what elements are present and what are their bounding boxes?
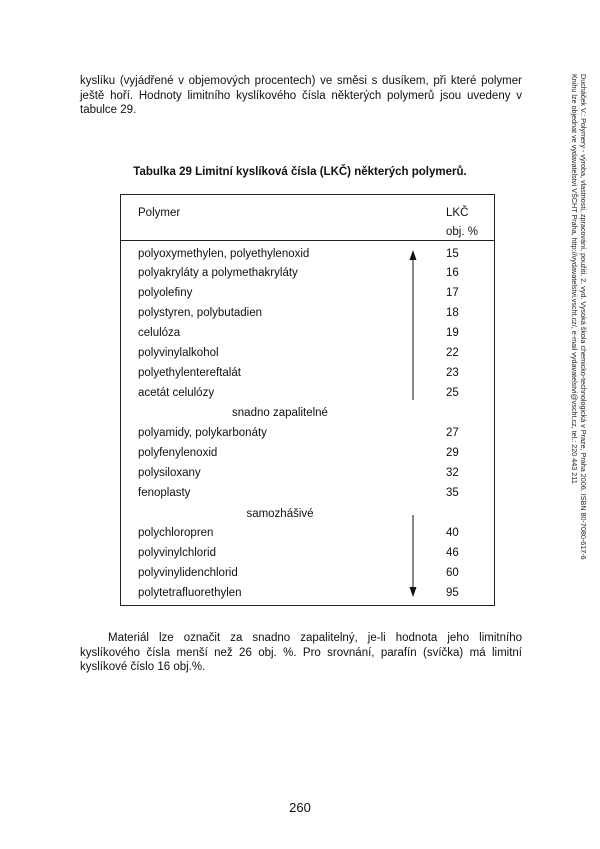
row-value: 23	[446, 367, 459, 379]
row-value: 25	[446, 387, 459, 399]
outro-paragraph: Materiál lze označit za snadno zapalitelný, je-li hodnota jeho limitního kyslíkového čísla menší než 26 obj. %. Pro srovnání, parafín (svíčka) má limitní kyslíkové číslo 16 obj.%.	[80, 632, 522, 674]
group-label-easily-flammable: snadno zapalitelné	[232, 407, 328, 419]
row-name: polychloropren	[138, 527, 214, 539]
row-value: 40	[446, 527, 459, 539]
row-value: 46	[446, 547, 459, 559]
table-caption: Tabulka 29 Limitní kyslíková čísla (LKČ) některých polymerů.	[133, 166, 467, 178]
row-value: 17	[446, 287, 459, 299]
row-name: polyethylentereftalát	[138, 367, 241, 379]
row-value: 22	[446, 347, 459, 359]
row-value: 60	[446, 567, 459, 579]
row-name: polyfenylenoxid	[138, 447, 218, 459]
row-value: 15	[446, 248, 459, 260]
row-name: fenoplasty	[138, 487, 191, 499]
row-value: 16	[446, 267, 459, 279]
row-value: 95	[446, 587, 459, 599]
intro-paragraph: kyslíku (vyjádřené v objemových procentech) ve směsi s dusíkem, při které polymer ještě hoří. Hodnoty limitního kyslíkového čísla některých polymerů jsou uvedeny v tabulce 29.	[80, 75, 522, 117]
side-citation-line2: Knihu lze objednat ve vydavatelství VŠCHT Praha, http://vydavatelstvi.vscht.cz/, e-mail vydavatelstvi@vscht.cz, tel.: 220 443 211	[570, 74, 579, 484]
row-value: 29	[446, 447, 459, 459]
row-name: polyvinylalkohol	[138, 347, 219, 359]
row-name: acetát celulózy	[138, 387, 215, 399]
row-name: polyolefiny	[138, 287, 193, 299]
header-unit: obj. %	[446, 226, 478, 238]
row-value: 19	[446, 327, 459, 339]
row-name: polyamidy, polykarbonáty	[138, 427, 267, 439]
row-name: polysiloxany	[138, 467, 201, 479]
header-lkc: LKČ	[446, 207, 469, 219]
header-polymer: Polymer	[138, 207, 181, 219]
group-label-self-extinguishing: samozhášivé	[246, 508, 314, 520]
row-value: 27	[446, 427, 459, 439]
row-value: 32	[446, 467, 459, 479]
row-name: polyoxymethylen, polyethylenoxid	[138, 248, 310, 260]
row-name: polyvinylidenchlorid	[138, 567, 238, 579]
row-value: 35	[446, 487, 459, 499]
row-value: 18	[446, 307, 459, 319]
side-citation-line1: Ducháček V.: Polymery - výroba, vlastnosti, zpracování, použití. 2. vyd. Vysoká škola chemicko-technologická v Praze, Praha 2006. ISBN 80-7080-617-6	[579, 74, 588, 560]
row-name: polytetrafluorethylen	[138, 587, 242, 599]
row-name: polystyren, polybutadien	[138, 307, 263, 319]
side-citation	[570, 74, 588, 560]
page-number: 260	[289, 800, 311, 815]
row-name: celulóza	[138, 327, 181, 339]
row-name: polyakryláty a polymethakryláty	[138, 267, 298, 279]
row-name: polyvinylchlorid	[138, 547, 216, 559]
